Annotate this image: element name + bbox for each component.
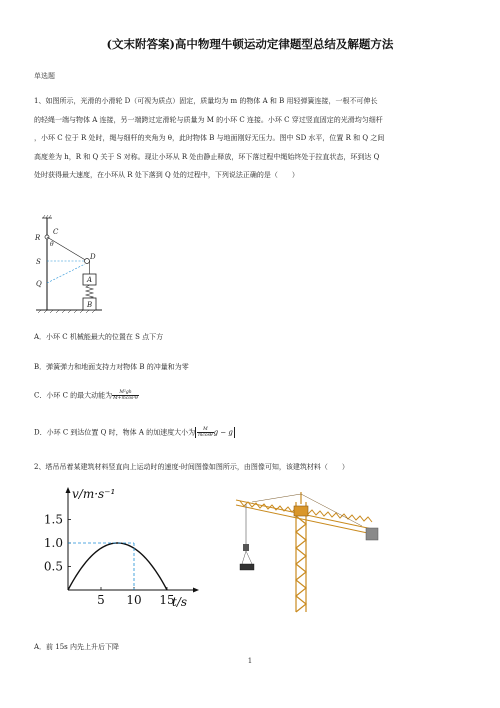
- page-number: 1: [247, 657, 253, 665]
- q1-option-b: B．弹簧弹力和地面支持力对物体 B 的冲量和为零: [34, 363, 189, 371]
- tower-crane-image: [232, 492, 382, 614]
- reference-dashes: [68, 543, 134, 590]
- y-axis-arrow: [66, 487, 71, 493]
- y-tick-label: 0.5: [43, 559, 63, 574]
- y-axis-label: v/m·s⁻¹: [72, 487, 116, 501]
- q1-line-2: 的轻绳一端与物体 A 连接，另一端跨过定滑轮与质量为 M 的小环 C 连接。小环 C 穿过竖直固定的光滑均匀细杆: [34, 115, 383, 124]
- q1-line-1: 1、如图所示，光滑的小滑轮 D（可视为质点）固定，质量均为 m 的物体 A 和 B 用轻弹簧连接，一根不可伸长: [34, 97, 378, 105]
- label-Q: Q: [36, 280, 42, 288]
- velocity-curve: [68, 543, 167, 590]
- q1-option-d-abs: $\frac{M}{mcos\theta}$ g − g: [195, 427, 235, 438]
- q1-option-c-fraction: $\frac{\text{M²gh}}{\text{M+mcos²θ}}$: [113, 390, 138, 401]
- q1-line-5: 处时获得最大速度，在小环从 R 处下落到 Q 处的过程中，下列说法正确的是（ ）: [34, 171, 299, 179]
- q1-text: [34, 92, 468, 185]
- q1-option-c-prefix: C．小环 C 的最大动能为: [34, 391, 113, 400]
- q1-line-3: ，小环 C 位于 R 处时，绳与细杆的夹角为 θ，此时物体 B 与地面刚好无压力。图中 SD 水平，位置 R 和 Q 之间: [34, 134, 385, 142]
- chart-axes: [66, 487, 200, 593]
- label-theta: θ: [50, 241, 54, 248]
- label-A: A: [87, 276, 93, 284]
- q1-pulley-figure: [32, 212, 110, 314]
- label-B: B: [87, 301, 93, 309]
- q1-option-d-prefix: D．小环 C 到达位置 Q 时，物体 A 的加速度大小为: [34, 428, 196, 437]
- q1-line-4: 高度差为 h，R 和 Q 关于 S 对称。现让小环从 R 处由静止释放，环下落过程中绳始终处于拉直状态，环到达 Q: [34, 152, 380, 161]
- vt-chart: [32, 482, 212, 616]
- section-label: 单选题: [34, 72, 55, 80]
- x-tick-label: 10: [126, 593, 142, 607]
- x-axis-label: t/s: [172, 595, 188, 609]
- label-S: S: [36, 258, 41, 266]
- x-axis-arrow: [193, 588, 199, 593]
- q1-option-a: A．小环 C 机械能最大的位置在 S 点下方: [34, 333, 164, 341]
- x-tick-label: 15: [159, 593, 175, 607]
- q2-text: 2、塔吊吊着某建筑材料竖直向上运动时的速度-时间图像如图所示，由图像可知，该建筑材料（ ）: [34, 463, 349, 471]
- q1-option-c: [34, 390, 139, 401]
- q1-option-d: [34, 427, 235, 438]
- y-tick-label: 1.5: [43, 512, 63, 527]
- y-tick-label: 1.0: [43, 536, 63, 550]
- label-R: R: [35, 234, 41, 242]
- q2-option-a: A．前 15s 内先上升后下降: [34, 643, 120, 651]
- page-title: (文末附答案)高中物理牛顿运动定律题型总结及解题方法: [106, 37, 394, 51]
- label-D: D: [90, 253, 96, 261]
- x-tick-label: 5: [97, 593, 105, 607]
- chart-ticks: [44, 513, 175, 608]
- label-C: C: [53, 228, 59, 236]
